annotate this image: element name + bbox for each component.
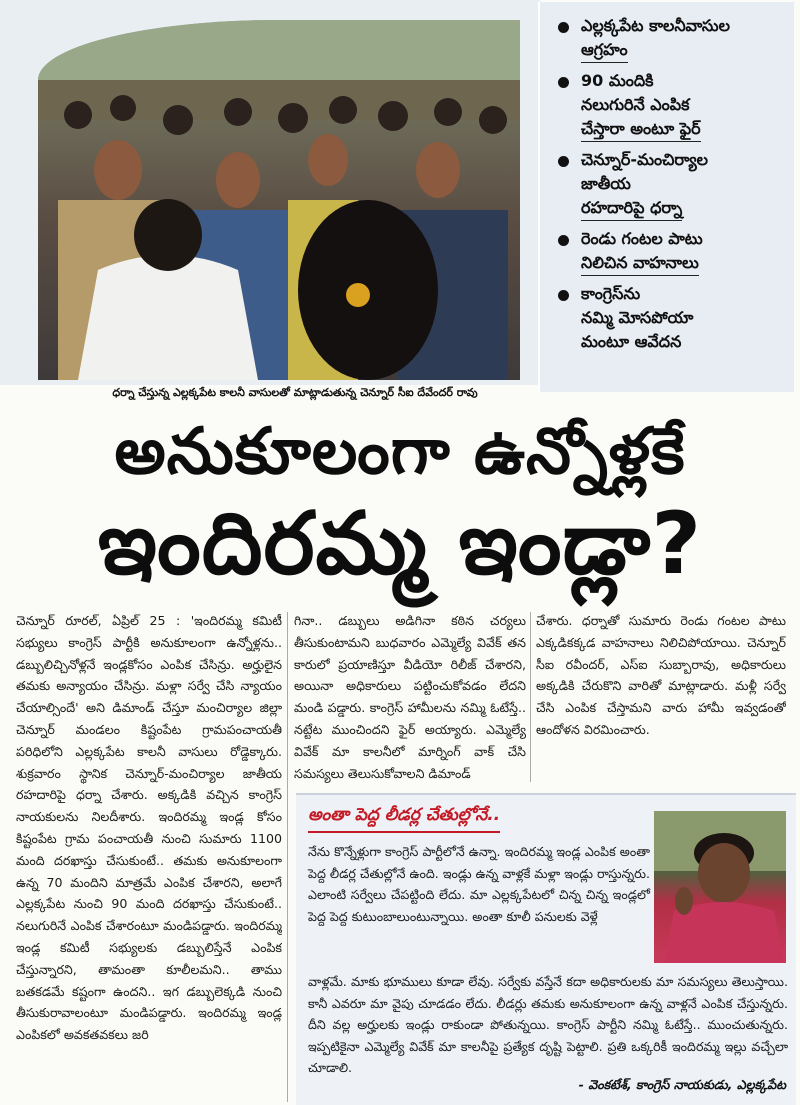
bullet-item [558,69,784,142]
bullet-item [558,14,784,63]
bullet-dot-icon [558,235,569,246]
article-column-3 [536,610,786,786]
bullet-points-box [538,2,794,392]
article-text: చేశారు. ధర్నాతో సుమారు రెండు గంటల పాటు ఎక్కడికక్కడ వాహనాలు నిలిచిపోయాయి. చెన్నూర్ సీఐ రవీందర్, ఎస్ఐ సుబ్బారావు, అధికారులు అక్కడికి చేరుకొని వారితో మాట్లాడారు. మళ్లీ సర్వే చేసి ఎంపిక చేస్తామని వారు హామీ ఇవ్వడంతో ఆందోళన విరమించారు. [536,613,786,737]
bullet-dot-icon [558,77,569,88]
column-divider [530,612,531,782]
bullet-dot-icon [558,156,569,167]
bullet-line: ఆగ్రహం [581,38,628,63]
bullet-item [558,227,784,276]
article-text: చెన్నూర్ రూరల్, ఏప్రిల్ 25 : 'ఇందిరమ్మ కమిటీ సభ్యులు కాంగ్రెస్ పార్టీకి అనుకూలంగా ఉన్నోళ్లను.. డబ్బులిచ్చినోళ్లనే ఇండ్లకోసం ఎంపిక చేసిన్రు. అర్హులైన తమకు అన్యాయం చేసిన్రు. మళ్లా సర్వే చేసి న్యాయం చేయాల్సిందే' అని డిమాండ్ చేస్తూ మంచిర్యాల జిల్లా చెన్నూర్ మండలం కిష్టంపేట గ్రామపంచాయతీ పరిధిలోని ఎల్లక్కపేట కాలనీ వాసులు రోడ్డెక్కారు. శుక్రవారం స్థానిక చెన్నూర్-మంచిర్యాల జాతీయ రహదారిపై ధర్నా చేశారు. అక్కడికి వచ్చిన కాంగ్రెస్ నాయకులను నిలదీశారు. ఇందిరమ్మ ఇండ్ల కోసం కిష్టంపేట గ్రామ పంచాయతీ నుంచి సుమారు 1100 మంది దరఖాస్తు చేసుకుంటే.. తమకు అనుకూలంగా ఉన్న 70 మందిని మాత్రమే ఎంపిక చేశారని, అలాగే ఎల్లక్కపేట నుంచి 90 మంది దరఖాస్తు చేసుకుంటే.. నలుగురినే ఎంపిక చేశారంటూ మండిపడ్డారు. ఇందిరమ్మ ఇండ్ల కమిటీ సభ్యులకు డబ్బులిస్తేనే ఎంపిక చేస్తున్నారని, తామంతా కూలీలమని.. తాము బతకడమే కష్టంగా ఉందని.. ఇగ డబ్బులెక్కడి నుంచి తీసుకురావాలంటూ మండిపడ్డారు. ఇందిరమ్మ ఇండ్ల ఎంపికలో అవకతవకలు జరి [16,613,282,1043]
bullet-line: కాంగ్రెస్‌ను [581,284,641,303]
quote-box [296,793,796,1105]
photo-frame [0,0,540,385]
quote-text-continued: వాళ్లమే. మాకు భూములు కూడా లేవు. సర్వేకు వస్తేనే కదా అధికారులకు మా సమస్యలు తెలుస్తాయి. కానీ ఎవరూ మా వైపు చూడడం లేదు. లీడర్లు తమకు అనుకూలంగా ఉన్న వాళ్లనే ఎంపిక చేస్తున్నరు. దీని వల్ల అర్హులకు ఇండ్లు రాకుండా పోతున్నయి. కాంగ్రెస్ పార్టీని నమ్మి ఓటేస్తే.. ముంచుతున్నరు. ఇప్పటికైనా ఎమ్మెల్యే వివేక్ మా కాలనీపై ప్రత్యేక దృష్టి పెట్టాలి. ప్రతి ఒక్కరికీ ఇందిరమ్మ ఇల్లు వచ్చేలా చూడాలి. [308,974,788,1076]
headline-line-2: ఇందిరమ్మ ఇండ్లా? [97,494,703,594]
article-column-2 [294,610,526,786]
bullet-line: నమ్మి మోసపోయా [581,308,694,327]
bullet-line: 90 మందికి [581,71,654,90]
quote-signature: - వెంకటేశ్, కాంగ్రెస్ నాయకుడు, ఎల్లక్కపేట [578,1077,786,1092]
headline-line-1: అనుకూలంగా ఉన్నోళ్లకే [114,415,686,489]
leader-portrait [654,811,786,963]
quote-text: నేను కొన్నేళ్లుగా కాంగ్రెస్ పార్టీలోనే ఉన్నా. ఇందిరమ్మ ఇండ్ల ఎంపిక అంతా పెద్ద లీడర్ల చేతుల్లోనే ఉంది. ఇండ్లు ఉన్న వాళ్లకే మళ్లా ఇండ్లు రాస్తున్నరు. ఎలాంటి సర్వేలు చేపట్టింది లేదు. మా ఎల్లక్కపేటలో చిన్న చిన్న ఇండ్లలో పెద్ద పెద్ద కుటుంబాలుంటున్నాయి. అంతా కూలీ పనులకు వెళ్లే [308,844,650,924]
article-text: గినా.. డబ్బులు అడిగినా కఠిన చర్యలు తీసుకుంటామని బుధవారం ఎమ్మెల్యే వివేక్ తన కారులో ప్రయాణిస్తూ వీడియో రిలీజ్ చేశారని, అయినా అధికారులు పట్టించుకోవడం లేదని మండి పడ్డారు. కాంగ్రెస్ హామీలను నమ్మి ఓటేస్తే.. నట్టేట ముంచిందని ఫైర్ అయ్యారు. ఎమ్మెల్యే వివేక్ మా కాలనీలో మార్నింగ్ వాక్ చేసి సమస్యలు తెలుసుకోవాలని డిమాండ్ [294,613,526,781]
bullet-line: మంటూ ఆవేదన [581,332,682,351]
bullet-item [558,282,784,354]
quote-title: అంతా పెద్ద లీడర్ల చేతుల్లోనే.. [308,805,500,833]
bullet-dot-icon [558,290,569,301]
bullet-item [558,148,784,221]
bullet-line: రెండు గంటల పాటు [581,229,703,248]
photo-caption: ధర్నా చేస్తున్న ఎల్లక్కపేట కాలనీ వాసులతో మాట్లాడుతున్న చెన్నూర్ సీఐ దేవేందర్ రావు [112,386,478,399]
protest-photo [38,20,520,380]
bullet-line: ఎల్లక్కపేట కాలనీవాసుల [581,16,730,35]
bullet-line: నలుగురినే ఎంపిక [581,95,690,114]
bullet-dot-icon [558,22,569,33]
article-column-1 [16,610,282,1105]
bullet-line: చెన్నూర్-మంచిర్యాల [581,150,709,169]
bullet-line: నిలిచిన వాహనాలు [581,251,699,276]
bullet-line: రహదారిపై ధర్నా [581,196,682,221]
bullet-line: చేస్తారా అంటూ ఫైర్ [581,117,701,142]
bullet-line: జాతీయ [581,174,631,193]
column-divider [287,612,288,1102]
